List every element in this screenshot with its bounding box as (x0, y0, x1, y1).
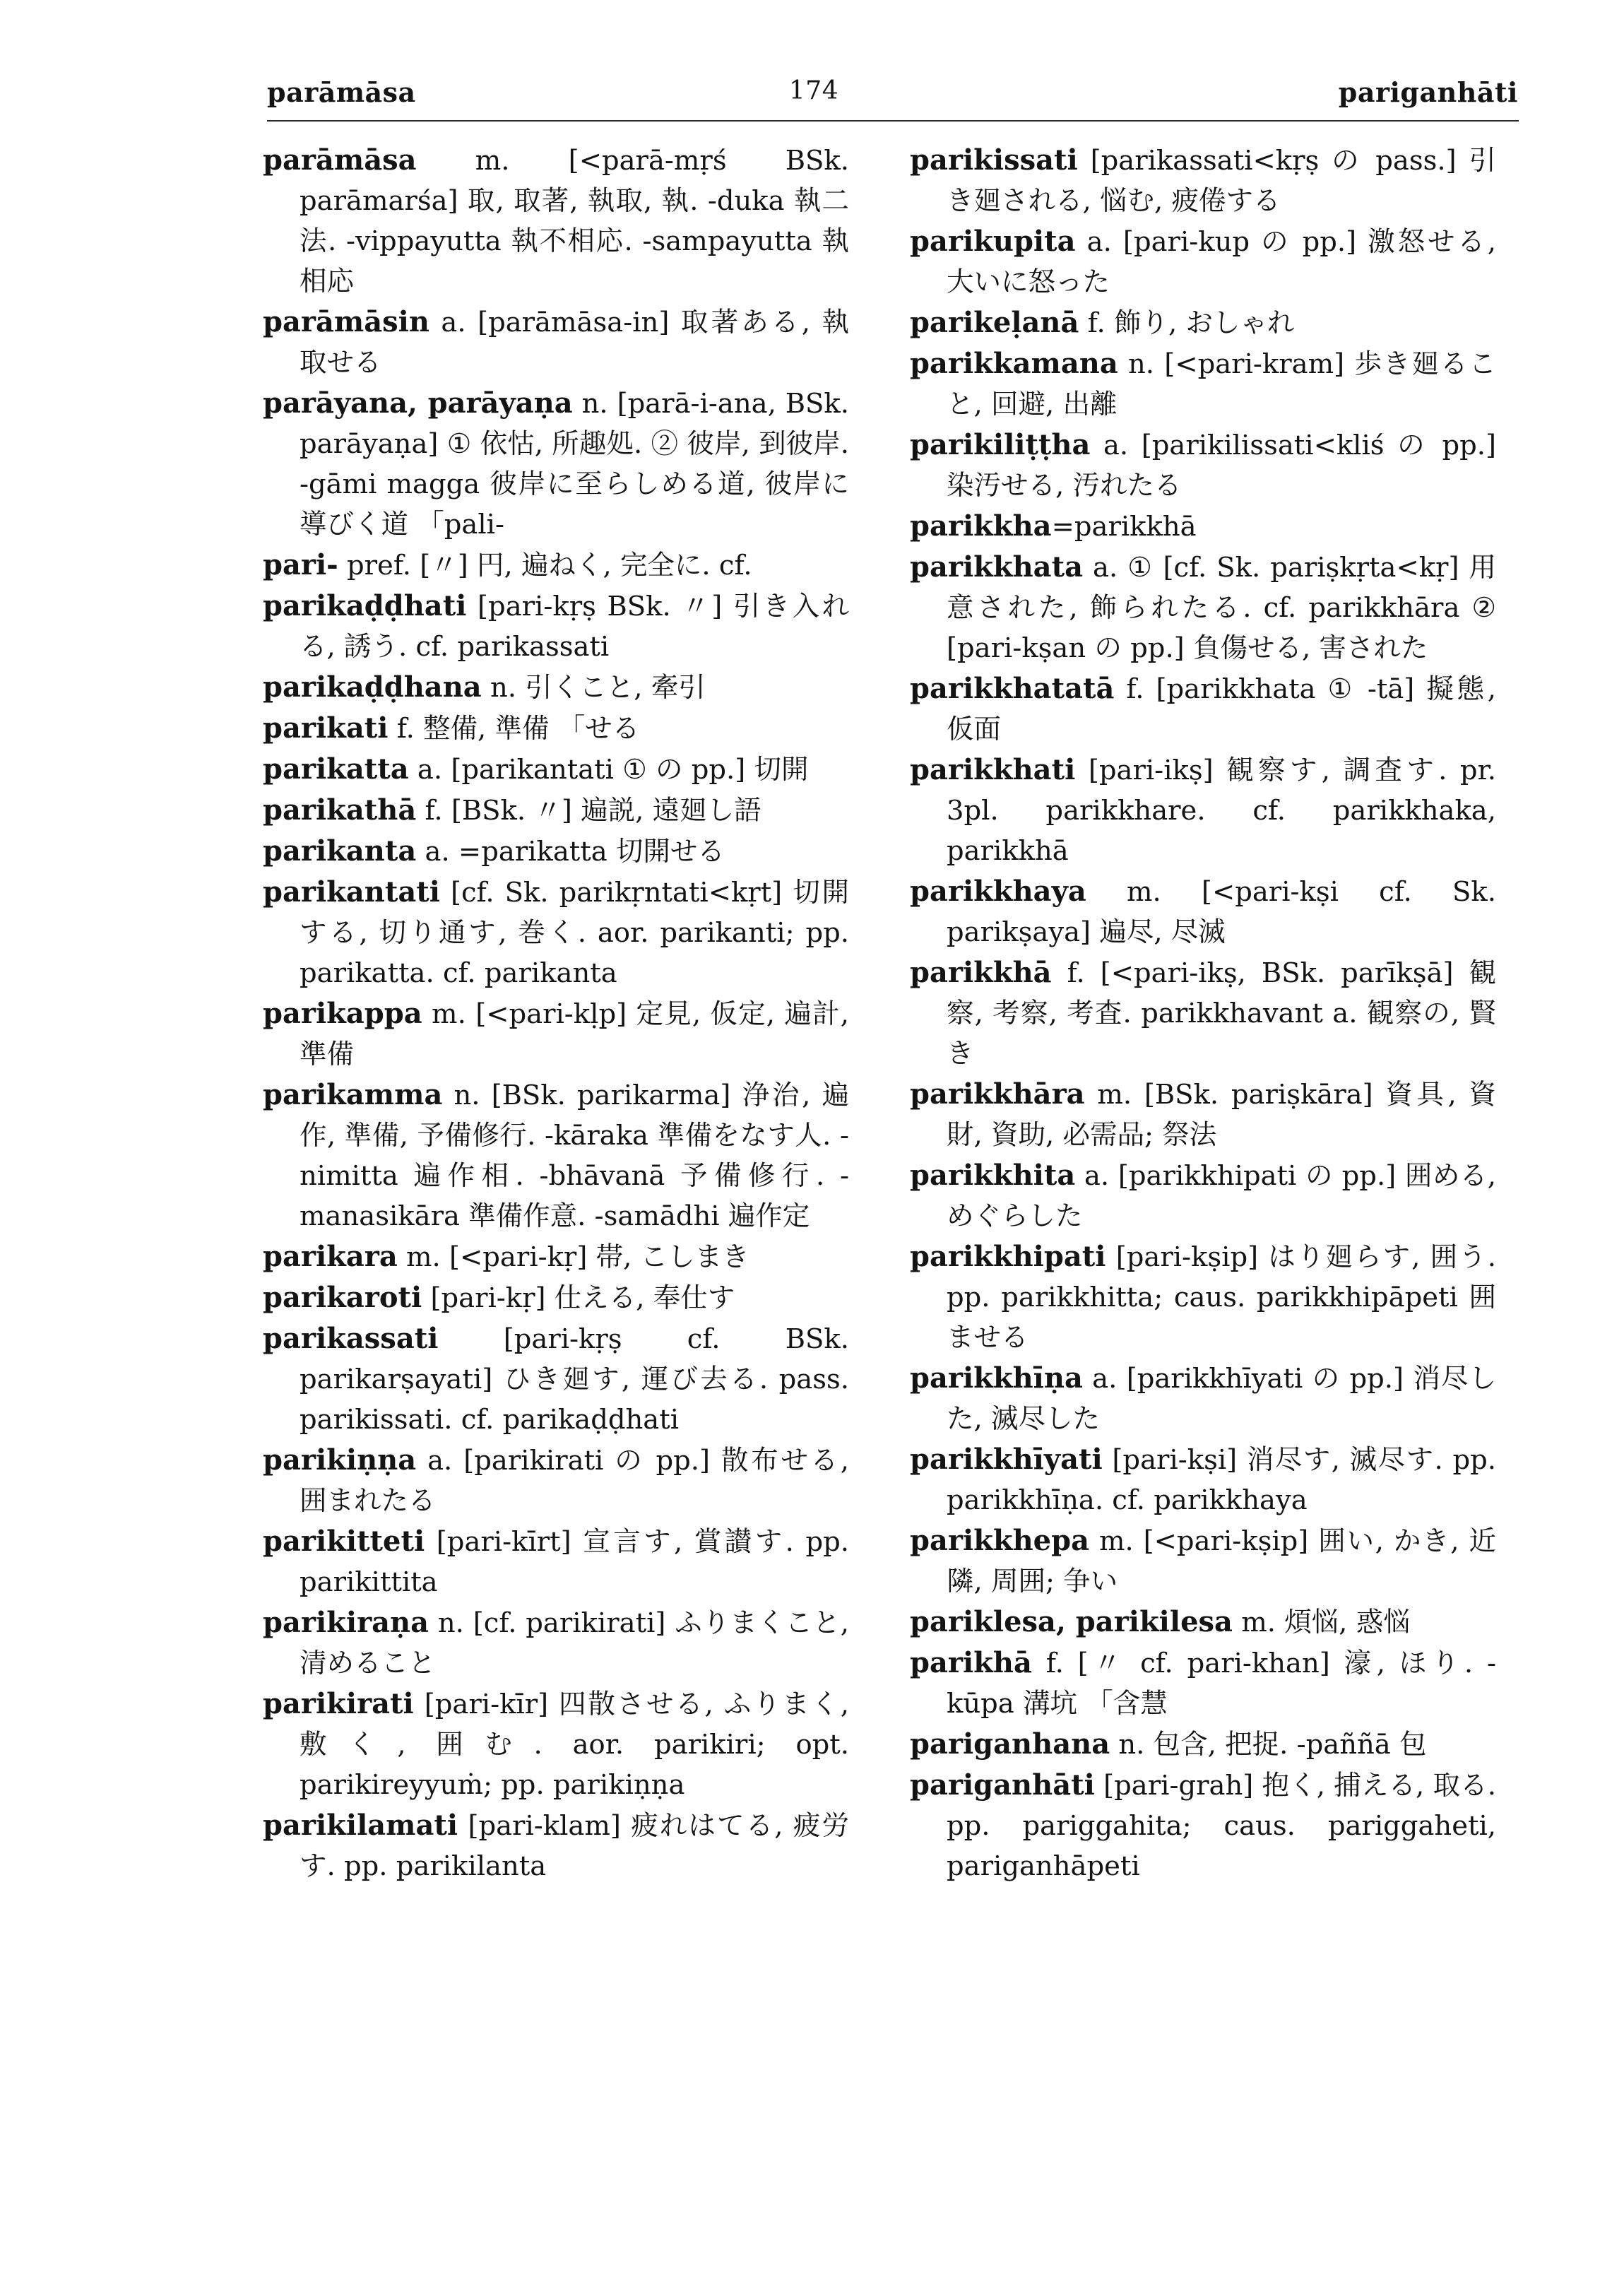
entry-definition: n. [BSk. parikarma] 浄治, 遍作, 準備, 予備修行. -kāraka 準備をなす人. -nimitta 遍作相. -bhāvanā 予備修行. -manasikāra 準備作意. -samādhi 遍作定 (300, 1080, 849, 1232)
dictionary-entry (910, 1358, 1496, 1439)
entry-definition: [cf. Sk. parikṛntati<kṛt] 切開する, 切り通す, 巻く. aor. parikanti; pp. parikatta. cf. parikanta (300, 877, 849, 989)
dictionary-entry (263, 1440, 849, 1521)
entry-definition: [pari-kṛṣ cf. BSk. parikarṣayati] ひき廻す, 運び去る. pass. parikissati. cf. parikaḍḍhati (300, 1323, 849, 1436)
dictionary-entry (263, 1277, 849, 1318)
entry-definition: [pari-kṛṣ BSk. 〃] 引き入れる, 誘う. cf. parikassati (300, 591, 849, 663)
dictionary-entry (910, 506, 1496, 547)
entry-headword: parikassati (263, 1322, 439, 1355)
dictionary-entry (910, 547, 1496, 668)
entry-headword: parikkhipati (910, 1240, 1106, 1273)
entry-definition: m. [<parā-mṛś BSk. parāmarśa] 取, 取著, 執取, 執. -duka 執二法. -vippayutta 執不相応. -sampayutta 執相応 (300, 145, 849, 297)
entry-headword: parikkhaya (910, 875, 1086, 908)
entry-headword: parikkhīyati (910, 1443, 1103, 1476)
dictionary-entry (263, 708, 849, 749)
entry-headword: parikitteti (263, 1525, 425, 1558)
header-rule (267, 120, 1519, 122)
entry-headword: parikiliṭṭha (910, 428, 1091, 461)
dictionary-entry (263, 586, 849, 667)
entry-headword: pariganhana (910, 1727, 1110, 1761)
entry-definition: f. [parikkhata ① -tā] 擬態, 仮面 (947, 673, 1496, 745)
dictionary-entry (263, 1236, 849, 1277)
entry-definition: a. [parikirati の pp.] 散布せる, 囲まれたる (300, 1445, 849, 1517)
entry-definition: pref. [〃] 円, 遍ねく, 完全に. cf. (338, 550, 752, 581)
dictionary-entry (910, 343, 1496, 425)
page-number: 174 (788, 76, 839, 105)
entry-headword: parikissati (910, 143, 1078, 177)
entry-headword: parikkhīṇa (910, 1361, 1083, 1395)
dictionary-entry (263, 831, 849, 872)
entry-definition: [pari-kṛ] 仕える, 奉仕す (422, 1282, 735, 1314)
right-column (910, 140, 1496, 1886)
dictionary-entry (910, 1643, 1496, 1724)
entry-definition: [parikassati<kṛṣ の pass.] 引き廻される, 悩む, 疲倦する (947, 145, 1496, 217)
entry-definition: [pari-kṣi] 消尽す, 滅尽す. pp. parikkhīṇa. cf. parikkhaya (947, 1444, 1496, 1516)
entry-headword: parikaḍḍhana (263, 670, 482, 704)
entry-definition: f. [BSk. 〃] 遍説, 遠廻し語 (416, 795, 761, 827)
entry-headword: parikati (263, 711, 389, 745)
dictionary-entry (263, 993, 849, 1075)
entry-definition: [pari-kīr] 四散させる, ふりまく, 敷く, 囲む. aor. parikiri; opt. parikireyyuṁ; pp. parikiṇṇa (300, 1689, 849, 1801)
entry-definition: n. 包含, 把捉. -paññā 包 (1110, 1729, 1427, 1761)
dictionary-entry (263, 1521, 849, 1602)
dictionary-entry (263, 302, 849, 383)
entry-headword: parikanta (263, 834, 417, 868)
entry-headword: parikaḍḍhati (263, 589, 467, 622)
entry-headword: pariganhāti (910, 1768, 1095, 1802)
entry-definition: [pari-grah] 抱く, 捕える, 取る. pp. pariggahita; caus. pariggaheti, pariganhāpeti (947, 1770, 1496, 1882)
entry-headword: parāmāsa (263, 143, 417, 177)
entry-definition: m. [<pari-kṣi cf. Sk. parikṣaya] 遍尽, 尽滅 (947, 876, 1496, 948)
entry-definition: a. [parikkhipati の pp.] 囲める, めぐらした (947, 1160, 1496, 1232)
dictionary-entry (263, 1318, 849, 1440)
entry-headword: parikatta (263, 752, 409, 786)
running-head-left: parāmāsa (267, 76, 416, 108)
entry-headword: parikkhāra (910, 1077, 1085, 1111)
entry-headword: parikkamana (910, 347, 1118, 380)
dictionary-entry (910, 1520, 1496, 1602)
entry-headword: parikkhita (910, 1159, 1076, 1192)
entry-headword: parikathā (263, 793, 417, 827)
dictionary-entry (263, 667, 849, 708)
entry-headword: parāyana, parāyaṇa (263, 386, 573, 420)
entry-definition: f. 飾り, おしゃれ (1079, 307, 1295, 339)
entry-definition: f. 整備, 準備 「せる (388, 713, 640, 745)
entry-definition: m. [<pari-kḷp] 定見, 仮定, 遍計, 準備 (300, 998, 849, 1070)
entry-definition: n. 引くこと, 牽引 (481, 672, 706, 704)
entry-headword: parikantati (263, 875, 440, 909)
entry-headword: parikeḷanā (910, 306, 1079, 339)
entry-definition: a. =parikatta 切開せる (416, 836, 725, 868)
entry-definition: a. [parikkhīyati の pp.] 消尽した, 滅尽した (947, 1363, 1496, 1435)
dictionary-entry (263, 872, 849, 993)
dictionary-entry (910, 1602, 1496, 1643)
left-column (263, 140, 849, 1886)
entry-headword: parikupita (910, 225, 1076, 258)
dictionary-entry (910, 1439, 1496, 1520)
entry-headword: parikara (263, 1240, 398, 1273)
dictionary-entry (910, 1724, 1496, 1765)
entry-headword: parikappa (263, 997, 422, 1030)
entry-definition: m. 煩悩, 惑悩 (1232, 1607, 1411, 1638)
entry-definition: [pari-klam] 疲れはてる, 疲労す. pp. parikilanta (300, 1810, 849, 1882)
entry-definition: [pari-kīrt] 宣言す, 賞讃す. pp. parikittita (300, 1526, 849, 1598)
dictionary-entry (910, 1074, 1496, 1155)
dictionary-entry (263, 1684, 849, 1805)
entry-definition: n. [parā-i-ana, BSk. parāyaṇa] ① 依怙, 所趣処. ② 彼岸, 到彼岸. -gāmi magga 彼岸に至らしめる道, 彼岸に導びく道 「pali- (300, 388, 849, 540)
entry-definition: a. [pari-kup の pp.] 激怒せる, 大いに怒った (947, 226, 1496, 298)
entry-headword: parikirati (263, 1687, 414, 1720)
entry-definition: a. [parikantati ① の pp.] 切開 (408, 754, 809, 786)
running-head-right: pariganhāti (1338, 76, 1518, 108)
dictionary-entry (263, 545, 849, 586)
entry-headword: parikkhati (910, 753, 1076, 786)
entry-headword: parikkha (910, 509, 1052, 543)
entry-headword: pariklesa, parikilesa (910, 1605, 1233, 1638)
dictionary-entry (263, 140, 849, 302)
entry-headword: parāmāsin (263, 305, 429, 338)
entry-definition: [pari-ikṣ] 観察す, 調査す. pr. 3pl. parikkhare. cf. parikkhaka, parikkhā (947, 755, 1496, 867)
dictionary-entry (910, 302, 1496, 343)
entry-headword: parikiṇṇa (263, 1443, 417, 1477)
entry-definition: a. [parikilissati<kliś の pp.] 染汚せる, 汚れたる (947, 430, 1496, 502)
dictionary-entry (263, 790, 849, 831)
entry-headword: parikkhatatā (910, 672, 1115, 705)
dictionary-entry (910, 1155, 1496, 1236)
entry-headword: parikamma (263, 1078, 443, 1111)
dictionary-entry (910, 952, 1496, 1074)
dictionary-entry (910, 750, 1496, 871)
entry-headword: parikiraṇa (263, 1606, 429, 1639)
entry-definition: f. [<pari-ikṣ, BSk. parīkṣā] 観察, 考察, 考査. parikkhavant a. 観察の, 賢き (947, 957, 1496, 1070)
entry-headword: parikkhā (910, 956, 1052, 989)
entry-definition: f. [〃 cf. pari-khan] 濠, ほり. -kūpa 溝坑 「含慧 (947, 1648, 1496, 1720)
dictionary-entry (910, 871, 1496, 952)
entry-headword: parikilamati (263, 1809, 458, 1842)
entry-definition: [pari-kṣip] はり廻らす, 囲う. pp. parikkhitta; caus. parikkhipāpeti 囲ませる (947, 1241, 1496, 1354)
dictionary-entry (263, 383, 849, 545)
entry-definition: a. [parāmāsa-in] 取著ある, 執取せる (300, 307, 849, 379)
dictionary-entry (910, 1236, 1496, 1358)
entry-definition: m. [<pari-kṣip] 囲い, かき, 近隣, 周囲; 争い (947, 1525, 1496, 1597)
entry-headword: parikaroti (263, 1281, 422, 1314)
dictionary-entry (263, 749, 849, 790)
entry-definition: n. [cf. parikirati] ふりまくこと, 清めること (300, 1607, 849, 1679)
entry-headword: parikkhepa (910, 1524, 1090, 1557)
entry-headword: parikhā (910, 1646, 1032, 1679)
dictionary-entry (263, 1075, 849, 1236)
dictionary-entry (910, 221, 1496, 302)
entry-definition: =parikkhā (1051, 511, 1197, 543)
dictionary-entry (263, 1805, 849, 1886)
dictionary-entry (910, 140, 1496, 221)
dictionary-entry (910, 1765, 1496, 1886)
entry-headword: pari- (263, 548, 338, 581)
entry-definition: a. ① [cf. Sk. pariṣkṛta<kṛ] 用意された, 飾られたる. cf. parikkhāra ② [pari-kṣan の pp.] 負傷せる, 害された (947, 552, 1496, 664)
dictionary-entry (263, 1602, 849, 1684)
dictionary-entry (910, 668, 1496, 750)
entry-definition: m. [<pari-kṛ] 帯, こしまき (397, 1241, 749, 1273)
dictionary-entry (910, 425, 1496, 506)
entry-definition: m. [BSk. pariṣkāra] 資具, 資財, 資助, 必需品; 祭法 (947, 1079, 1496, 1151)
entry-headword: parikkhata (910, 550, 1083, 584)
entry-definition: n. [<pari-kram] 歩き廻ること, 回避, 出離 (947, 348, 1496, 420)
